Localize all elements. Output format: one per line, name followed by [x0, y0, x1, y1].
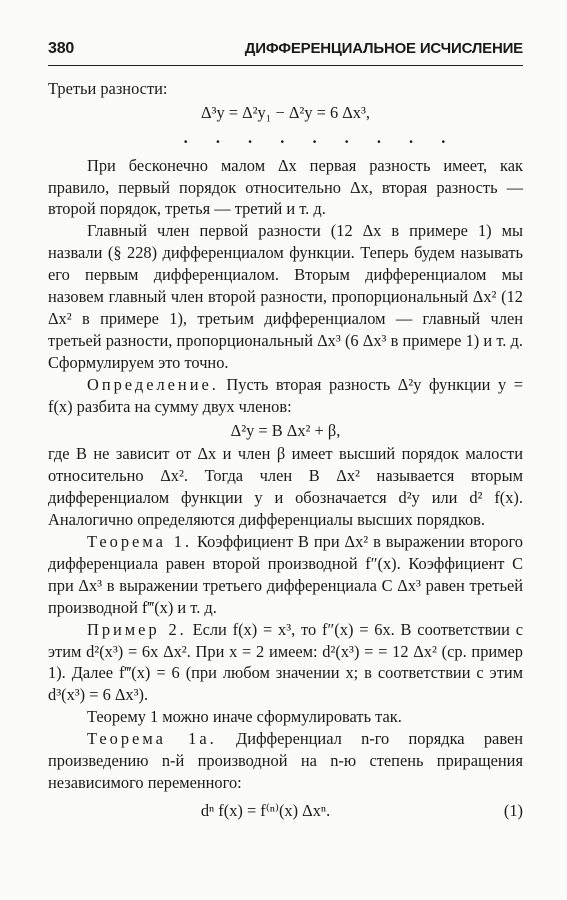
- theorem-1a-paragraph: [48, 728, 523, 794]
- theorem-1-text: Коэффициент B при Δx² в выражении второго дифференциала равен второй производной f″(x). Коэффициент C при Δx³ в выражении третьего дифференциала C Δx³ равен третьей производной f‴(x) и т. д.: [48, 532, 523, 617]
- theorem-1a-label: Теорема 1а.: [87, 729, 217, 749]
- paragraph-order: При бесконечно малом Δx первая разность имеет, как правило, первый порядок относительно Δx, вторая разность — второй порядок, третья — третий и т. д.: [48, 155, 523, 219]
- theorem-1-label: Теорема 1.: [87, 532, 193, 552]
- ellipsis-row: . . . . . . . . .: [183, 127, 458, 147]
- equation-third-difference: Δ³y = Δ²y₁ − Δ²y = 6 Δx³,: [200, 102, 371, 122]
- definition-label: Определение.: [87, 374, 219, 394]
- example-2-label: Пример 2.: [87, 619, 187, 639]
- equation-nth-differential-row: [48, 800, 523, 822]
- theorem-1a-text: Дифференциал n-го порядка равен произведению n-й производной на n-ю степень приращения независимого переменного:: [48, 729, 524, 792]
- equation-number: (1): [503, 800, 523, 820]
- paragraph-restate: Теорему 1 можно иначе сформулировать так.: [87, 707, 402, 727]
- section-title: ДИФФЕРЕНЦИАЛЬНОЕ ИСЧИСЛЕНИЕ: [244, 40, 523, 57]
- running-head: [48, 38, 523, 66]
- definition-text: Пусть вторая разность Δ²y функции y = f(x) разбита на сумму двух членов:: [48, 374, 523, 416]
- equation-second-difference: Δ²y = B Δx² + β,: [230, 420, 341, 440]
- definition-paragraph: [48, 374, 523, 418]
- example-2-paragraph: [48, 619, 523, 707]
- theorem-1-paragraph: [48, 531, 523, 619]
- equation-nth-differential: dⁿ f(x) = f⁽ⁿ⁾(x) Δxⁿ.: [200, 800, 331, 820]
- paragraph-where: где B не зависит от Δx и член β имеет высший порядок малости относительно Δx². Тогда член B Δx² называется вторым дифференциалом функции y и обозначается d²y или d² f(x). Аналогично определяются дифференциалы высших порядков.: [48, 444, 523, 530]
- page-number: 380: [48, 40, 75, 57]
- third-differences-label: Третьи разности:: [48, 78, 168, 98]
- paragraph-principal-term: Главный член первой разности (12 Δx в примере 1) мы назвали (§ 228) дифференциалом функции. Теперь будем называть его первым дифференциалом. Вторым дифференциалом мы назовем главный член второй разности, пропорциональный Δx² (12 Δx² в примере 1), третьим дифференциалом — главный член третьей разности, пропорциональный Δx³ (6 Δx³ в примере 1) и т. д. Сформулируем это точно.: [48, 221, 523, 372]
- example-2-text: Если f(x) = x³, то f″(x) = 6x. В соответствии с этим d²(x³) = 6x Δx². При x = 2 имеем: d²(x³) = = 12 Δx² (ср. пример 1). Далее f‴(x) = 6 (при любом значении x; в соответствии с этим d³(x³) = 6 Δx³).: [48, 619, 523, 705]
